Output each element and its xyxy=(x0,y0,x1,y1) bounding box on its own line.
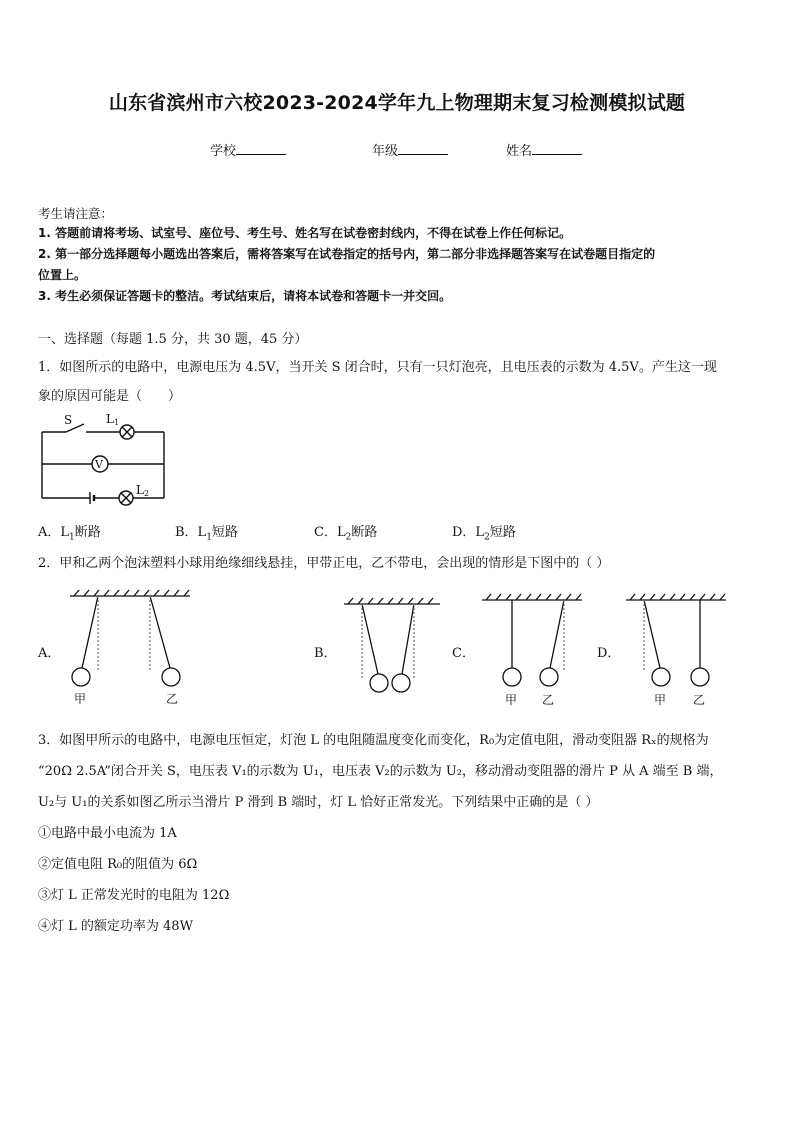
q1-fig-l2-label: L2 xyxy=(136,483,150,498)
q3-item-4: ④灯 L 的额定功率为 48W xyxy=(38,919,193,934)
q3-line3: U₂与 U₁的关系如图乙所示当滑片 P 滑到 B 端时，灯 L 恰好正常发光。下列结果中正确的是（ ） xyxy=(38,795,599,810)
school-blank xyxy=(236,142,286,155)
school-label: 学校 xyxy=(210,144,237,159)
notice-item-3: 3. 考生必须保证答题卡的整洁。考试结束后，请将本试卷和答题卡一并交回。 xyxy=(38,289,452,303)
q2-d-yi: 乙 xyxy=(693,693,706,707)
notice-item-1: 1. 答题前请将考场、试室号、座位号、考生号、姓名写在试卷密封线内，不得在试卷上作任何标记。 xyxy=(38,226,572,240)
q2-c-jia: 甲 xyxy=(505,693,518,707)
notice-item-2-cont: 位置上。 xyxy=(38,268,87,282)
q2-figure-a xyxy=(60,588,200,708)
q2-option-a-label[interactable]: A． xyxy=(38,646,61,661)
q1-fig-voltmeter-label: V xyxy=(95,458,103,471)
q2-figure-c xyxy=(478,588,586,708)
q2-a-yi: 乙 xyxy=(166,692,179,706)
q3-item-2: ②定值电阻 R₀的阻值为 6Ω xyxy=(38,857,198,872)
grade-blank xyxy=(398,142,448,155)
q1-option-d[interactable]: D．$L_2$短路 xyxy=(452,525,516,543)
name-blank xyxy=(532,142,582,155)
q2-figure-d xyxy=(622,588,730,708)
q1-line2: 象的原因可能是（ ） xyxy=(38,389,182,404)
q3-item-3: ③灯 L 正常发光时的电阻为 12Ω xyxy=(38,888,230,903)
q2-c-yi: 乙 xyxy=(542,693,555,707)
q2-line1: 2．甲和乙两个泡沫塑料小球用绝缘细线悬挂，甲带正电，乙不带电，会出现的情形是下图中的（ ） xyxy=(38,556,610,571)
q2-d-jia: 甲 xyxy=(654,693,667,707)
notice-heading: 考生请注意： xyxy=(38,206,114,221)
q3-line1: 3．如图甲所示的电路中，电源电压恒定，灯泡 L 的电阻随温度变化而变化，R₀为定值电阻，滑动变阻器 Rₓ的规格为 xyxy=(38,733,709,748)
name-field xyxy=(506,140,582,159)
q1-fig-l1-label: L1 xyxy=(106,412,120,427)
q1-option-a[interactable]: A．$L_1$断路 xyxy=(38,525,101,543)
section-heading: 一、选择题（每题 1.5 分，共 30 题，45 分） xyxy=(38,332,308,347)
notice-item-2: 2. 第一部分选择题每小题选出答案后，需将答案写在试卷指定的括号内，第二部分非选择题答案写在试卷题目指定的 xyxy=(38,247,656,261)
q2-option-c-label[interactable]: C． xyxy=(452,646,475,661)
q2-figure-b xyxy=(340,590,445,708)
q3-line2: “20Ω 2.5A”闭合开关 S，电压表 V₁的示数为 U₁，电压表 V₂的示数为 U₂，移动滑动变阻器的滑片 P 从 A 端至 B 端， xyxy=(38,764,723,779)
page-title: 山东省滨州市六校2023-2024学年九上物理期末复习检测模拟试题 xyxy=(108,92,686,114)
q1-line1: 1．如图所示的电路中，电源电压为 4.5V，当开关 S 闭合时，只有一只灯泡亮，且电压表的示数为 4.5V。产生这一现 xyxy=(38,360,717,375)
q2-option-d-label[interactable]: D． xyxy=(597,646,621,661)
grade-field xyxy=(372,140,448,159)
name-label: 姓名 xyxy=(506,144,533,159)
q2-option-b-label[interactable]: B． xyxy=(314,646,337,661)
q3-item-1: ①电路中最小电流为 1A xyxy=(38,826,177,841)
q2-a-jia: 甲 xyxy=(74,692,87,706)
grade-label: 年级 xyxy=(372,144,399,159)
school-field xyxy=(210,140,286,159)
q1-circuit-diagram xyxy=(36,410,171,510)
q1-fig-switch-label: S xyxy=(64,413,73,427)
q1-option-b[interactable]: B．$L_1$短路 xyxy=(175,525,238,543)
q1-option-c[interactable]: C．$L_2$断路 xyxy=(314,525,378,543)
